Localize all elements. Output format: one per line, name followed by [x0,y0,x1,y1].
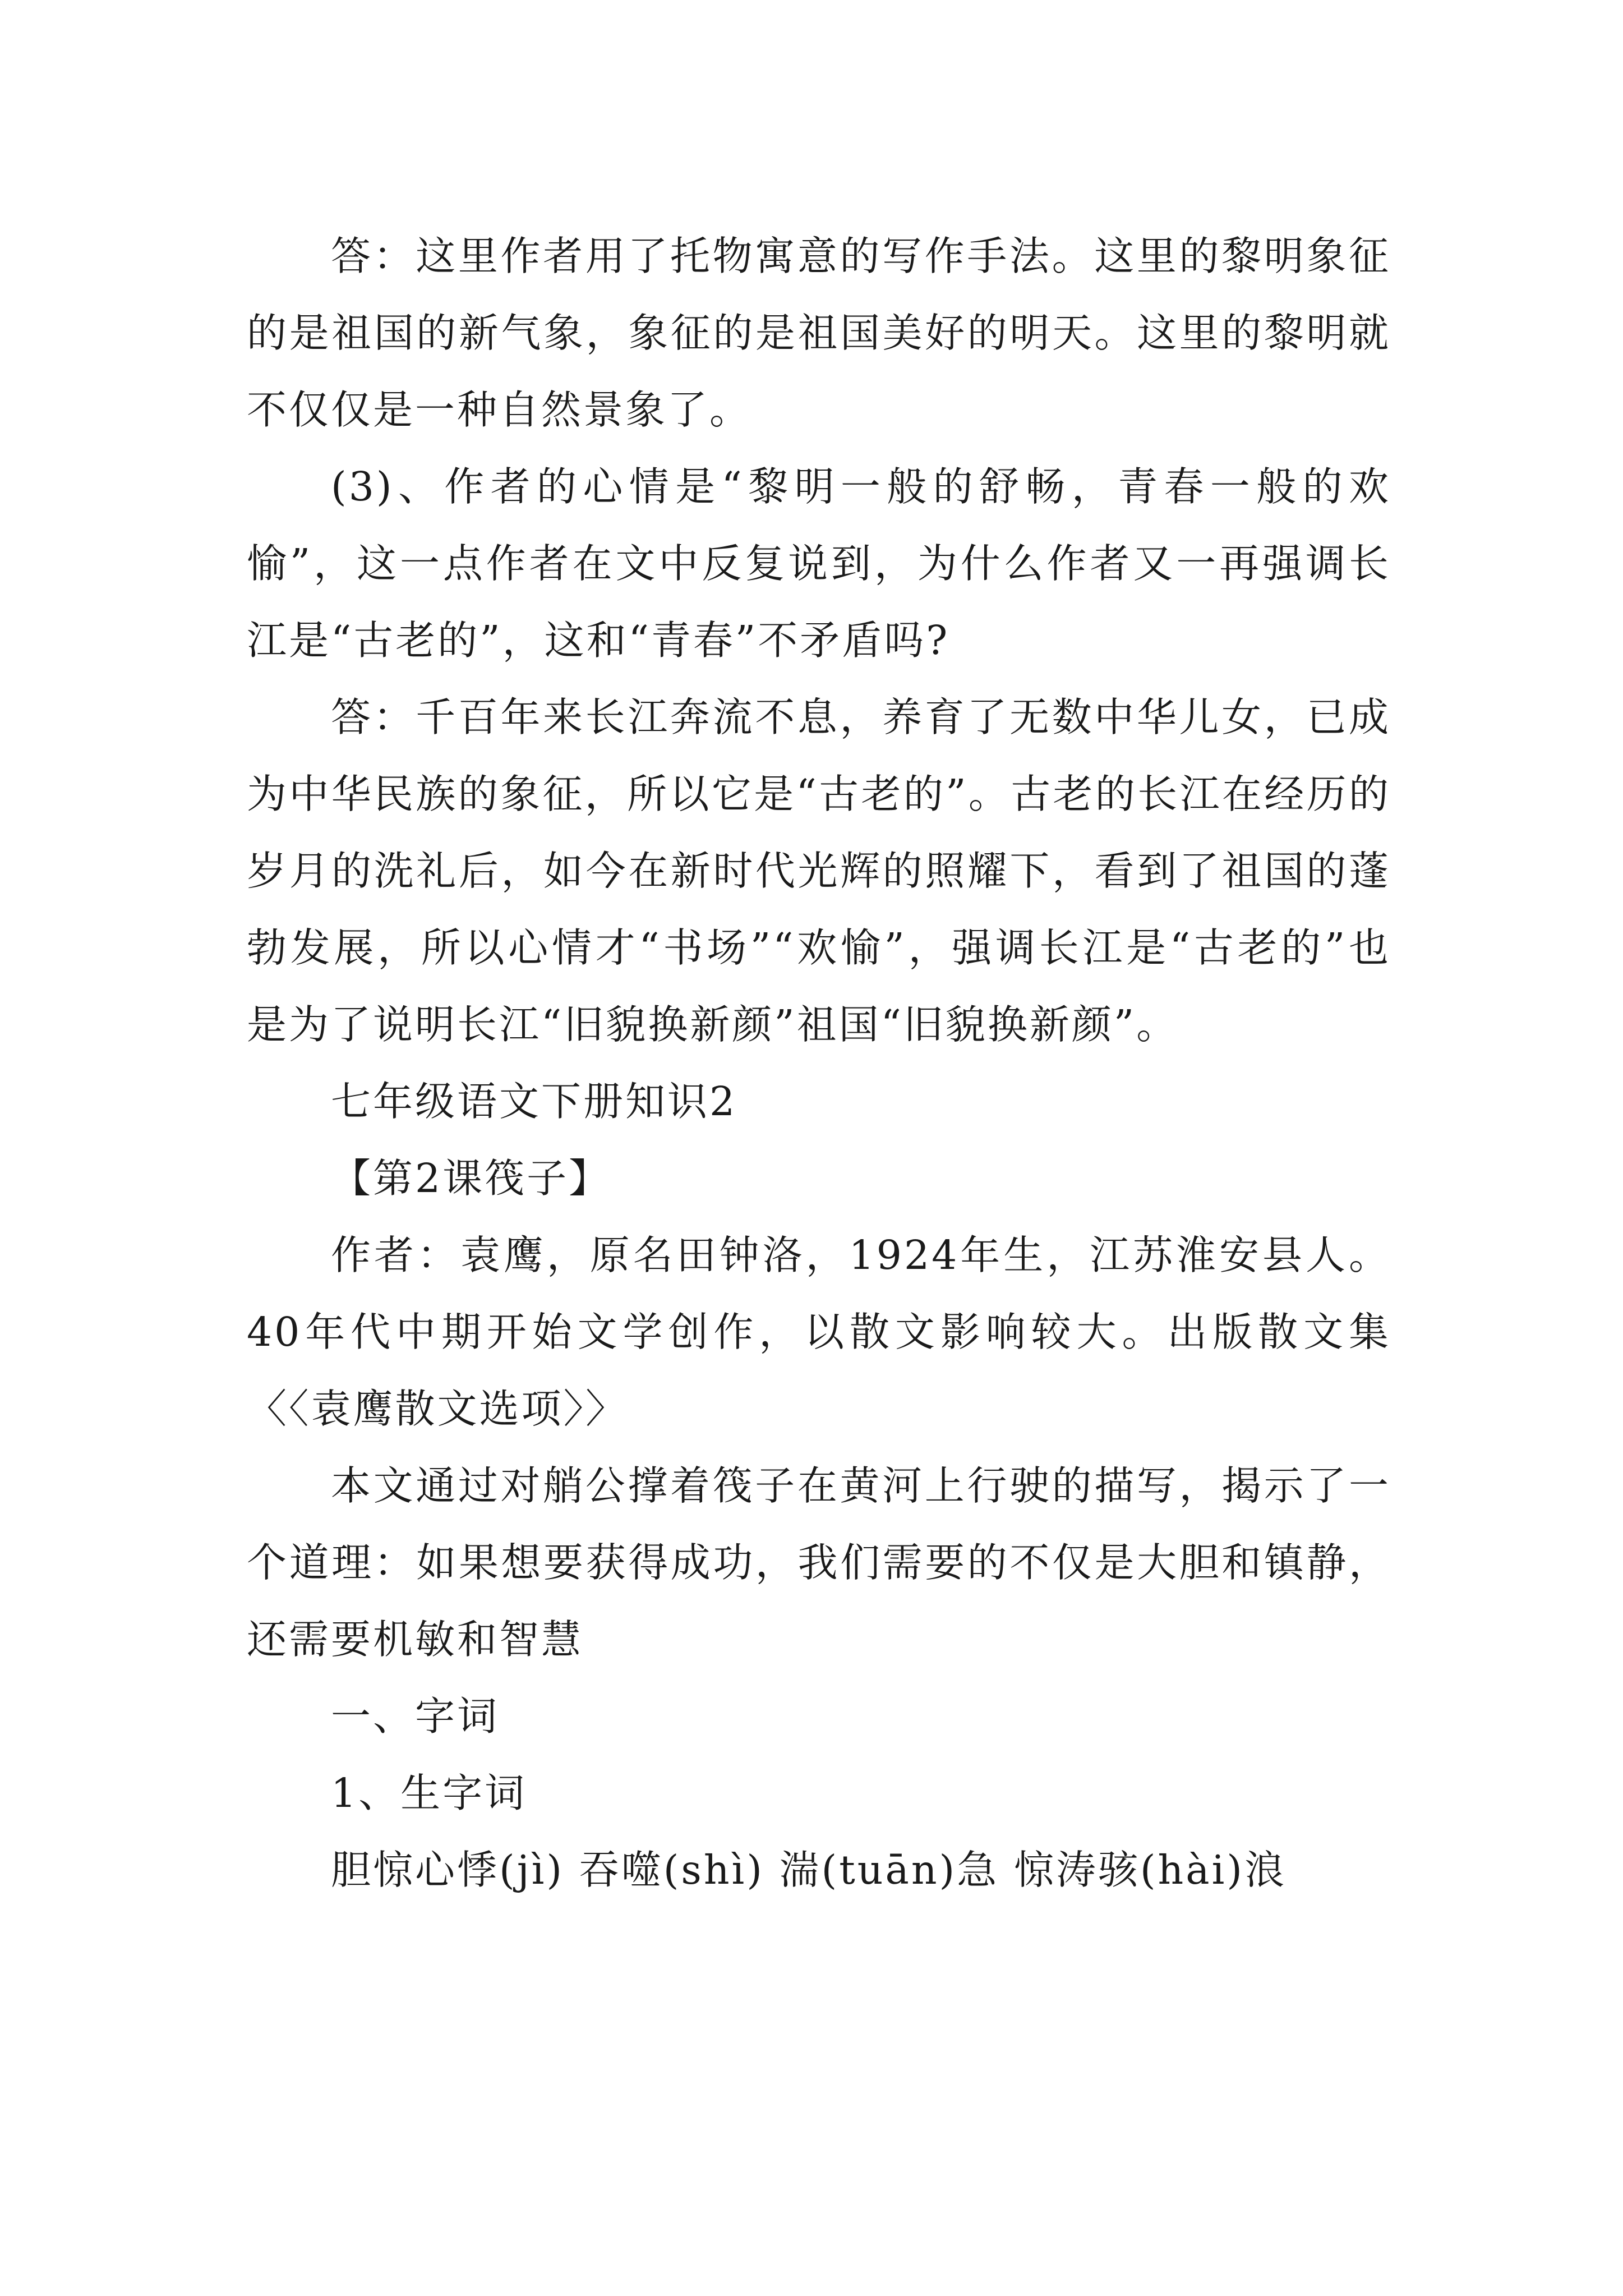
answer-paragraph-1: 答：这里作者用了托物寓意的写作手法。这里的黎明象征的是祖国的新气象，象征的是祖国美好的明天。这里的黎明就不仅仅是一种自然景象了。 [247,233,1391,433]
question-paragraph-3: (3)、作者的心情是“黎明一般的舒畅，青春一般的欢愉”，这一点作者在文中反复说到，为什么作者又一再强调长江是“古老的”，这和“青春”不矛盾吗? [247,463,1391,664]
author-paragraph: 作者：袁鹰，原名田钟洛，1924年生，江苏淮安县人。40年代中期开始文学创作，以散文影响较大。出版散文集〈〈袁鹰散文选项〉〉 [247,1232,1391,1432]
vocabulary-list: 胆惊心悸(jì) 吞噬(shì) 湍(tuān)急 惊涛骇(hài)浪 [331,1847,1287,1893]
document-page [247,218,1391,1908]
summary-paragraph: 本文通过对艄公撑着筏子在黄河上行驶的描写，揭示了一个道理：如果想要获得成功，我们需要的不仅是大胆和镇静，还需要机敏和智慧 [247,1462,1391,1663]
answer-paragraph-2: 答：千百年来长江奔流不息，养育了无数中华儿女，已成为中华民族的象征，所以它是“古老的”。古老的长江在经历的岁月的洗礼后，如今在新时代光辉的照耀下，看到了祖国的蓬勃发展，所以心情才“书场”“欢愉”，强调长江是“古老的”也是为了说明长江“旧貌换新颜”祖国“旧貌换新颜”。 [247,694,1391,1048]
lesson-title: 【第2课筏子】 [331,1155,611,1202]
heading-vocabulary: 一、字词 [331,1693,500,1740]
subheading-new-words: 1、生字词 [331,1770,527,1816]
section-title: 七年级语文下册知识2 [331,1078,737,1125]
